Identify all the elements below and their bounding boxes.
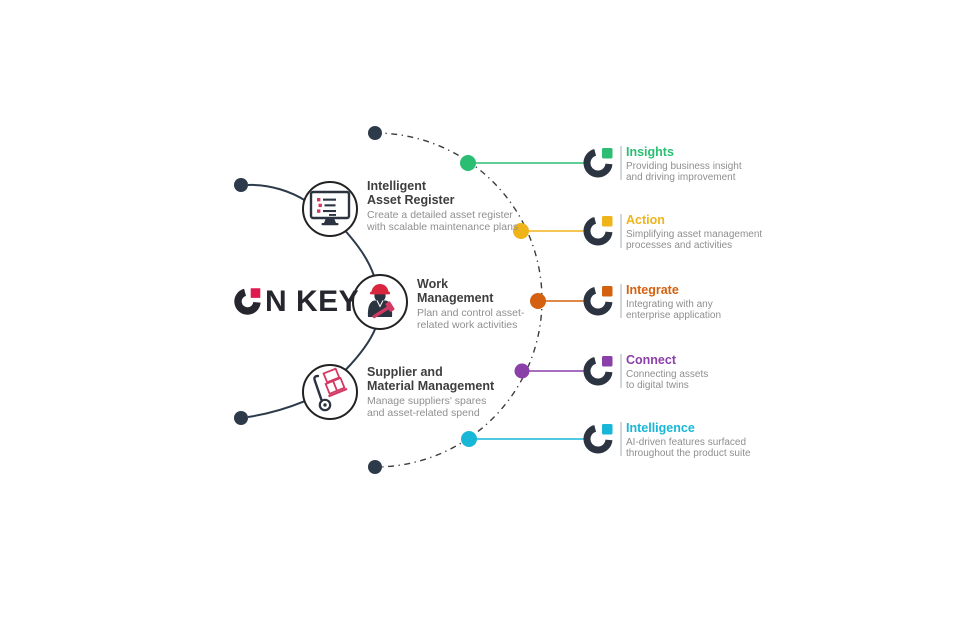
insights-node-dot	[460, 155, 476, 171]
left-item-work-management	[417, 278, 587, 331]
right-item-description: Simplifying asset management processes and activities	[626, 229, 763, 251]
right-item-description: Connecting assets to digital twins	[626, 369, 709, 391]
intelligence-connector-and-icon	[461, 422, 621, 456]
dot-left-bottom	[234, 411, 248, 425]
onkey-logo-mark-icon	[232, 286, 263, 317]
left-item-intelligent-asset-register	[367, 180, 537, 233]
left-item-description: Create a detailed asset register with scalable maintenance plans	[367, 209, 519, 233]
dot-bottom	[368, 460, 382, 474]
insights-connector-and-icon	[460, 146, 621, 180]
right-item-title: Intelligence	[626, 421, 695, 435]
right-item-description: Integrating with any enterprise application	[626, 299, 722, 321]
dot-top	[368, 126, 382, 140]
hand-truck-icon	[303, 365, 357, 419]
intelligence-node-dot	[461, 431, 477, 447]
left-item-description: Manage suppliers' spares and asset-related spend	[367, 395, 487, 419]
worker-icon	[353, 275, 407, 329]
onkey-logo	[232, 286, 359, 317]
monitor-asset-register-icon	[303, 182, 357, 236]
left-item-title: Intelligent Asset Register	[367, 179, 455, 207]
left-item-title: Supplier and Material Management	[367, 365, 495, 393]
right-item-title: Integrate	[626, 283, 679, 297]
left-item-title: Work Management	[417, 277, 494, 305]
dot-left-top	[234, 178, 248, 192]
right-item-integrate	[626, 284, 776, 321]
right-item-description: AI-driven features surfaced throughout the product suite	[626, 437, 751, 459]
right-item-title: Connect	[626, 353, 676, 367]
right-item-action	[626, 214, 776, 251]
left-item-description: Plan and control asset- related work activities	[417, 307, 525, 331]
right-item-connect	[626, 354, 776, 391]
right-item-title: Insights	[626, 145, 674, 159]
right-item-intelligence	[626, 422, 776, 459]
right-item-title: Action	[626, 213, 665, 227]
right-item-description: Providing business insight and driving improvement	[626, 161, 742, 183]
left-item-supplier-material-management	[367, 366, 537, 419]
onkey-logo-text: N KEY	[265, 284, 360, 318]
right-item-insights	[626, 146, 776, 183]
